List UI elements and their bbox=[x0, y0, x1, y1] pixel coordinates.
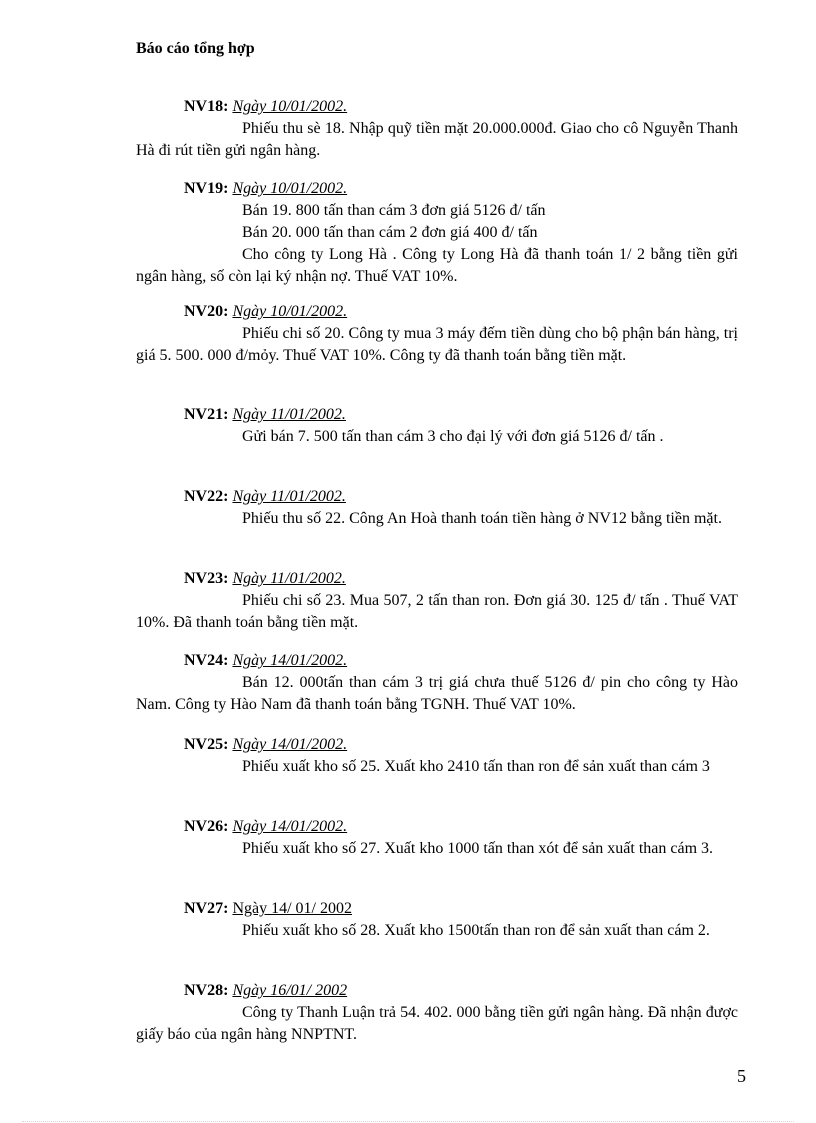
entry-text: Gửi bán 7. 500 tấn than cám 3 cho đại lý với đơn giá 5126 đ/ tấn . bbox=[242, 428, 664, 445]
page-number: 5 bbox=[737, 1066, 746, 1086]
transaction-entry bbox=[136, 568, 738, 634]
entry-text: Công ty Thanh Luận trả 54. 402. 000 bằng tiền gửi ngân hàng. Đã nhận được giấy báo của ngân hàng NNPTNT. bbox=[136, 1004, 738, 1043]
entry-text: Phiếu xuất kho số 27. Xuất kho 1000 tấn than xót để sản xuất than cám 3. bbox=[242, 840, 714, 857]
transaction-entry bbox=[136, 816, 738, 860]
transaction-entry bbox=[136, 404, 738, 448]
entry-text: Phiếu thu số 22. Công An Hoà thanh toán tiền hàng ở NV12 bằng tiền mặt. bbox=[242, 510, 722, 527]
entry-text: Phiếu chi số 20. Công ty mua 3 máy đếm tiền dùng cho bộ phận bán hàng, trị giá 5. 500. 000 đ/mỏy. Thuế VAT 10%. Công ty đã thanh toán bằng tiền mặt. bbox=[136, 325, 738, 364]
entry-label: NV27: bbox=[184, 900, 229, 917]
transaction-entry bbox=[136, 898, 738, 942]
entry-label: NV23: bbox=[184, 570, 229, 587]
entry-text: Phiếu chi số 23. Mua 507, 2 tấn than ron. Đơn giá 30. 125 đ/ tấn . Thuế VAT 10%. Đã thanh toán bằng tiền mặt. bbox=[136, 592, 738, 631]
entry-date: Ngày 14/01/2002. bbox=[232, 818, 348, 835]
page-header: Báo cáo tổng hợp bbox=[136, 40, 255, 57]
entry-date: Ngày 11/01/2002. bbox=[232, 488, 346, 505]
entry-label: NV28: bbox=[184, 982, 229, 999]
entry-heading bbox=[136, 96, 738, 118]
entry-text: Phiếu xuất kho số 25. Xuất kho 2410 tấn than ron để sản xuất than cám 3 bbox=[242, 758, 710, 775]
entry-heading bbox=[136, 404, 738, 426]
entry-date: Ngày 16/01/ 2002 bbox=[232, 982, 348, 999]
transaction-entry bbox=[136, 301, 738, 367]
entry-heading bbox=[136, 568, 738, 590]
entry-text: Bán 19. 800 tấn than cám 3 đơn giá 5126 đ/ tấn bbox=[242, 202, 546, 219]
entry-heading bbox=[136, 898, 738, 920]
entry-heading bbox=[136, 650, 738, 672]
transaction-entry bbox=[136, 96, 738, 162]
entry-label: NV24: bbox=[184, 652, 229, 669]
entry-heading bbox=[136, 980, 738, 1002]
entry-label: NV25: bbox=[184, 736, 229, 753]
transaction-entry bbox=[136, 650, 738, 716]
transaction-entry bbox=[136, 486, 738, 530]
entry-heading bbox=[136, 178, 738, 200]
entry-heading bbox=[136, 734, 738, 756]
transaction-entry bbox=[136, 178, 738, 288]
page-divider bbox=[22, 1121, 794, 1122]
entry-date: Ngày 11/01/2002. bbox=[232, 570, 346, 587]
entry-label: NV20: bbox=[184, 303, 229, 320]
entry-date: Ngày 11/01/2002. bbox=[232, 406, 346, 423]
entry-label: NV18: bbox=[184, 98, 229, 115]
entry-date: Ngày 10/01/2002. bbox=[232, 98, 348, 115]
entry-date: Ngày 14/ 01/ 2002 bbox=[232, 900, 352, 917]
entry-text: Bán 20. 000 tấn than cám 2 đơn giá 400 đ/ tấn bbox=[242, 224, 538, 241]
entry-date: Ngày 10/01/2002. bbox=[232, 303, 348, 320]
entry-text: Bán 12. 000tấn than cám 3 trị giá chưa thuế 5126 đ/ pin cho công ty Hào Nam. Công ty Hào Nam đã thanh toán bằng TGNH. Thuế VAT 10%. bbox=[136, 674, 738, 713]
entry-text: Phiếu xuất kho số 28. Xuất kho 1500tấn than ron để sản xuất than cám 2. bbox=[242, 922, 710, 939]
entry-date: Ngày 14/01/2002. bbox=[232, 652, 348, 669]
entry-date: Ngày 14/01/2002. bbox=[232, 736, 348, 753]
entry-heading bbox=[136, 816, 738, 838]
entry-label: NV19: bbox=[184, 180, 229, 197]
entry-heading bbox=[136, 486, 738, 508]
entry-label: NV22: bbox=[184, 488, 229, 505]
entry-date: Ngày 10/01/2002. bbox=[232, 180, 348, 197]
transaction-entry bbox=[136, 734, 738, 778]
entry-label: NV21: bbox=[184, 406, 229, 423]
entry-text: Phiếu thu sè 18. Nhập quỹ tiền mặt 20.000.000đ. Giao cho cô Nguyễn Thanh Hà đi rút tiền gửi ngân hàng. bbox=[136, 120, 738, 159]
transaction-entry bbox=[136, 980, 738, 1046]
entry-heading bbox=[136, 301, 738, 323]
entry-text: Cho công ty Long Hà . Công ty Long Hà đã thanh toán 1/ 2 bằng tiền gửi ngân hàng, số còn lại ký nhận nợ. Thuế VAT 10%. bbox=[136, 246, 738, 285]
entry-label: NV26: bbox=[184, 818, 229, 835]
